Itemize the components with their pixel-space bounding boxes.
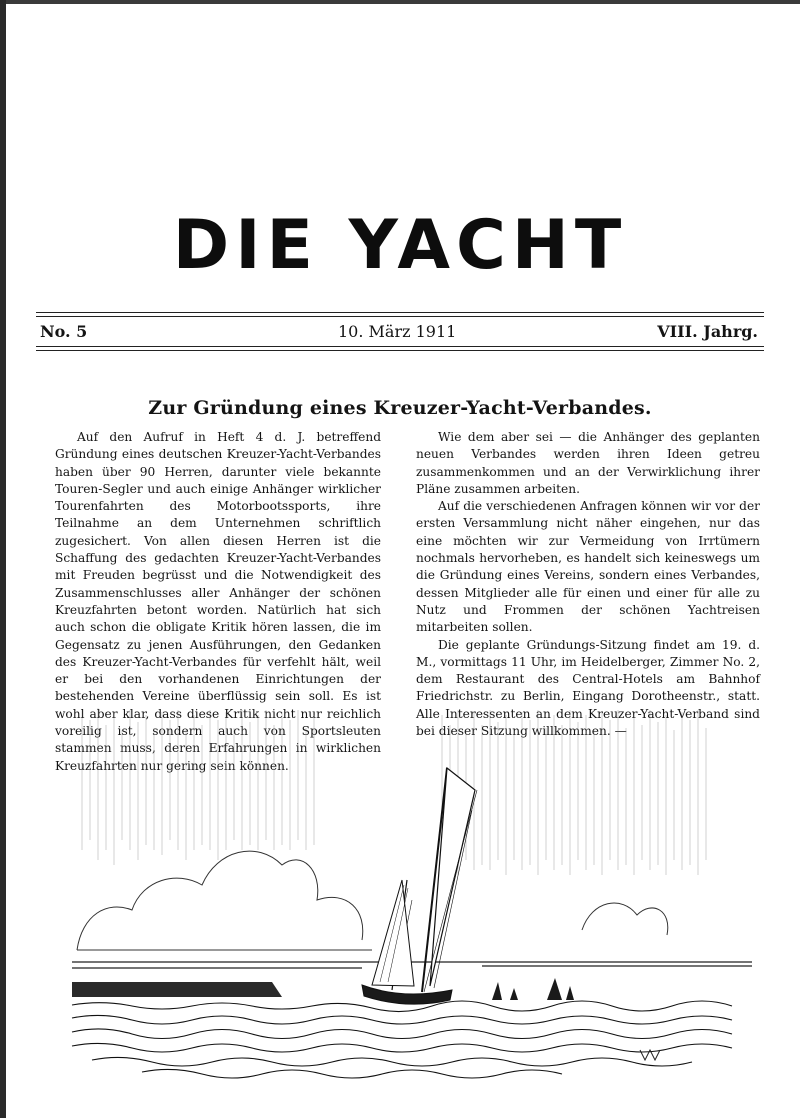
- article-paragraph: Auf den Aufruf in Heft 4 d. J. betreffend Gründung eines deutschen Kreuzer-Yacht-Verbandes haben über 90 Herren, darunter viele bekannte Touren-Segler und auch einige Anhänger wirklicher Tourenfahrten des Motorbootssports, ihre Teilnahme an dem Unternehmen schriftlich zugesichert. Von allen diesen Herren ist die Schaffung des gedachten Kreuzer-Yacht-Verbandes mit Freuden begrüsst und die Notwendigkeit des Zusammenschlusses aller Anhänger der schönen Kreuzfahrten betont worden. Natürlich hat sich auch schon die obligate Kritik hören lassen, die im Gegensatz zu jenen Ausführungen, den Gedanken des Kreuzer-Yacht-Verbandes für verfehlt hält, weil er bei den vorhandenen Einrichtungen der bestehenden Vereine überflüssig sein soll. Es ist wohl aber klar, dass diese Kritik nicht nur reichlich voreilig ist, sondern auch von Sportsleuten stammen muss, deren Erfahrungen in wirklichen Kreuzfahrten nur gering sein können.: [55, 430, 381, 773]
- issue-info-line: [40, 322, 758, 344]
- sea-waves: [72, 1001, 732, 1078]
- article-paragraph: Auf die verschiedenen Anfragen können wir vor der ersten Versammlung nicht näher eingehen, nur das eine möchten wir zur Vermeidung von Irrtümern nochmals hervorheben, es handelt sich keineswegs um die Gründung eines Vereins, sondern eines Verbandes, dessen Mitglieder alle für einen und einer für alle zu Nutz und Frommen der schönen Yachtreisen mitarbeiten sollen.: [416, 499, 760, 635]
- issue-volume: VIII. Jahrg.: [657, 322, 758, 341]
- page-top-edge: [0, 0, 800, 4]
- page-binding-edge: [0, 0, 6, 1118]
- article-paragraph: Wie dem aber sei — die Anhänger des geplanten neuen Verbandes werden ihren Ideen getreu zusammenkommen und an der Verwirklichung ihrer Pläne zusammen arbeiten.: [416, 430, 760, 496]
- sailing-yacht-illustration: [62, 700, 762, 1080]
- cloud-bank: [77, 851, 668, 950]
- issue-number: No. 5: [40, 322, 88, 341]
- header-rule-bottom: [36, 346, 764, 347]
- sky-hatching: [82, 708, 706, 875]
- sailing-yacht: [362, 768, 477, 1004]
- header-rule-bottom-2: [36, 350, 764, 351]
- article-headline: Zur Gründung eines Kreuzer-Yacht-Verbandes.: [148, 397, 652, 419]
- article-paragraph: Die geplante Gründungs-Sitzung findet am 19. d. M., vormittags 11 Uhr, im Heidelberger, Zimmer No. 2, dem Restaurant des Central-Hotels am Bahnhof Friedrichstr. zu Berlin, Eingang Dorotheenstr., statt. Alle Interessenten an dem Kreuzer-Yacht-Verband sind bei dieser Sitzung willkommen. —: [416, 637, 760, 739]
- issue-date: 10. März 1911: [338, 322, 457, 341]
- masthead-title: DIE YACHT: [172, 206, 628, 285]
- article-column-right: [416, 429, 760, 740]
- header-rule-top: [36, 312, 764, 313]
- distant-sails: [492, 978, 574, 1000]
- header-rule-top-2: [36, 316, 764, 317]
- distant-coast: [72, 982, 282, 997]
